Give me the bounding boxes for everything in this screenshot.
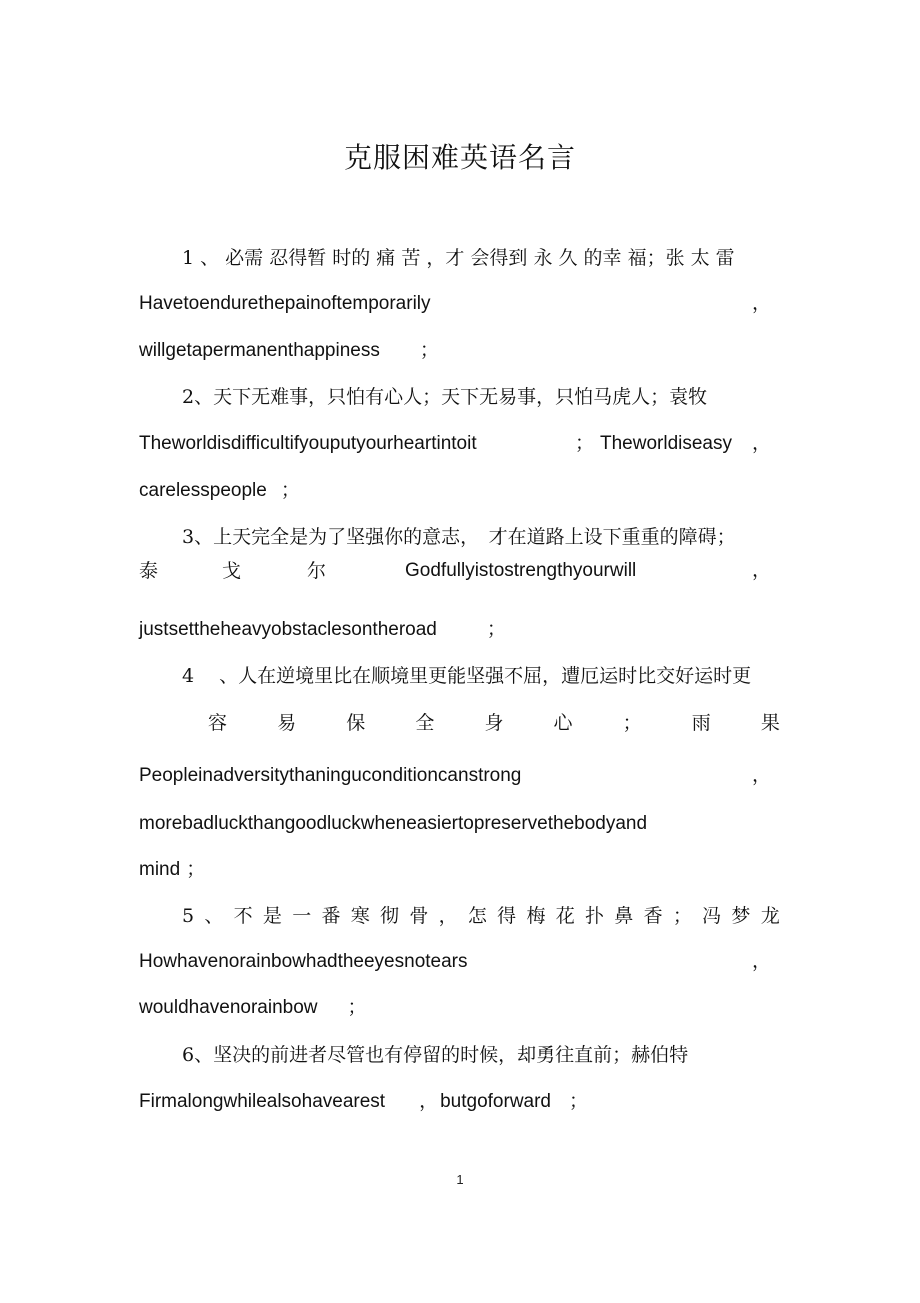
quote-4-char: 全 xyxy=(415,712,435,734)
quote-4-english-line-3 xyxy=(139,858,205,882)
page-title: 克服困难英语名言 xyxy=(343,141,576,174)
quote-4-english-text-3: mind xyxy=(139,859,181,880)
quote-2-english-line-2 xyxy=(139,479,300,503)
quote-3-chinese: 3、上天完全是为了坚强你的意志， 才在道路上设下重重的障碍； xyxy=(182,526,736,548)
quote-3-author-char: 泰 xyxy=(139,560,159,582)
quote-4-char: 保 xyxy=(346,712,366,734)
quote-4-char: 容 xyxy=(208,712,228,734)
semicolon-punct: ； xyxy=(419,340,439,361)
quote-5-char: 怎 xyxy=(467,905,487,927)
quote-4-english-text-1: Peopleinadversitythaninguconditioncanstrong xyxy=(139,765,522,786)
quote-5-char: 一 xyxy=(292,905,312,927)
quote-4-char: 雨 xyxy=(691,712,711,734)
quote-5-char: 龙 xyxy=(760,905,780,927)
quote-5-char: ； xyxy=(672,905,692,927)
quote-6-english-text-1a: Firmalongwhilealsohavearest xyxy=(139,1091,386,1112)
quote-5-char: 梦 xyxy=(731,905,751,927)
quote-2-english-text-1b: Theworldiseasy xyxy=(600,433,732,454)
quote-1-english-text-2: willgetapermanenthappiness xyxy=(139,340,380,361)
quote-5-char: 得 xyxy=(497,905,517,927)
quote-2-english-text-1a: Theworldisdifficultifyouputyourheartintoit xyxy=(139,433,477,454)
quote-5-char: 5 xyxy=(182,905,195,927)
quote-1-english-line-2 xyxy=(139,339,439,363)
quote-1-english-line-1 xyxy=(139,292,771,316)
semicolon-punct: ； xyxy=(186,859,206,880)
comma-punct: ， xyxy=(751,433,771,454)
quote-1-chinese: 1 、 必需 忍得暂 时的 痛 苦 ，才 会得到 永 久 的幸 福；张 太 雷 xyxy=(182,247,735,269)
quote-4-char: ； xyxy=(622,712,642,734)
quote-5-char: 骨 xyxy=(409,905,429,927)
quote-6-english-line-1 xyxy=(139,1090,588,1114)
quote-4-char: 易 xyxy=(277,712,297,734)
semicolon-punct: ； xyxy=(280,480,300,501)
quote-5-english-text-1: Howhavenorainbowhadtheeyesnotears xyxy=(139,951,468,972)
quote-5-chinese xyxy=(182,904,780,928)
quote-5-char: 香 xyxy=(643,905,663,927)
quote-5-char: 、 xyxy=(204,905,224,927)
quote-5-char: 不 xyxy=(233,905,253,927)
semicolon-punct: ； xyxy=(569,1091,589,1112)
page-number: 1 xyxy=(456,1172,464,1187)
quote-4-chinese-line-2 xyxy=(208,711,780,735)
quote-5-char: 番 xyxy=(321,905,341,927)
quote-4-english-line-2: morebadluckthangoodluckwheneasiertopreservethebodyand xyxy=(139,813,648,834)
quote-5-english-line-1 xyxy=(139,950,771,974)
quote-5-english-text-2: wouldhavenorainbow xyxy=(139,997,318,1018)
quote-5-english-line-2 xyxy=(139,996,367,1020)
semicolon-punct: ； xyxy=(575,433,595,454)
quote-5-char: ， xyxy=(438,905,458,927)
quote-6-english-text-1b: butgoforward xyxy=(440,1091,551,1112)
quote-2-english-text-2: carelesspeople xyxy=(139,480,267,501)
quote-1-english-text-1: Havetoendurethepainoftemporarily xyxy=(139,293,431,314)
quote-3-english-text-2: justsettheheavyobstaclesontheroad xyxy=(139,619,437,640)
quote-2-chinese: 2、天下无难事，只怕有心人；天下无易事，只怕马虎人；袁牧 xyxy=(182,386,708,408)
quote-5-char: 扑 xyxy=(585,905,605,927)
quote-4-char: 心 xyxy=(553,712,573,734)
comma-punct: ， xyxy=(751,765,771,786)
quote-4-english-line-1 xyxy=(139,764,771,788)
quote-3-english-text-1: Godfullyistostrengthyourwill xyxy=(405,560,637,581)
quote-3-author-char: 尔 xyxy=(307,560,327,582)
comma-punct: ， xyxy=(751,951,771,972)
quote-3-english-line-2 xyxy=(139,618,506,642)
quote-5-char: 寒 xyxy=(350,905,370,927)
quote-4-char: 身 xyxy=(484,712,504,734)
quote-5-char: 梅 xyxy=(526,905,546,927)
quote-5-char: 冯 xyxy=(702,905,722,927)
quote-6-chinese: 6、坚决的前进者尽管也有停留的时候，却勇往直前；赫伯特 xyxy=(182,1044,689,1066)
quote-4-char: 果 xyxy=(760,712,780,734)
quote-5-char: 花 xyxy=(555,905,575,927)
semicolon-punct: ； xyxy=(486,619,506,640)
quote-3-author-char: 戈 xyxy=(222,560,242,582)
quote-2-english-line-1 xyxy=(139,432,771,456)
quote-5-char: 是 xyxy=(262,905,282,927)
quote-5-char: 鼻 xyxy=(614,905,634,927)
comma-punct: ， xyxy=(751,293,771,314)
quote-5-char: 彻 xyxy=(380,905,400,927)
semicolon-punct: ； xyxy=(347,997,367,1018)
comma-punct: ， xyxy=(419,1091,439,1112)
comma-punct: ， xyxy=(751,560,771,581)
quote-4-chinese-line-1: 4 、人在逆境里比在顺境里更能坚强不屈，遭厄运时比交好运时更 xyxy=(182,665,752,687)
